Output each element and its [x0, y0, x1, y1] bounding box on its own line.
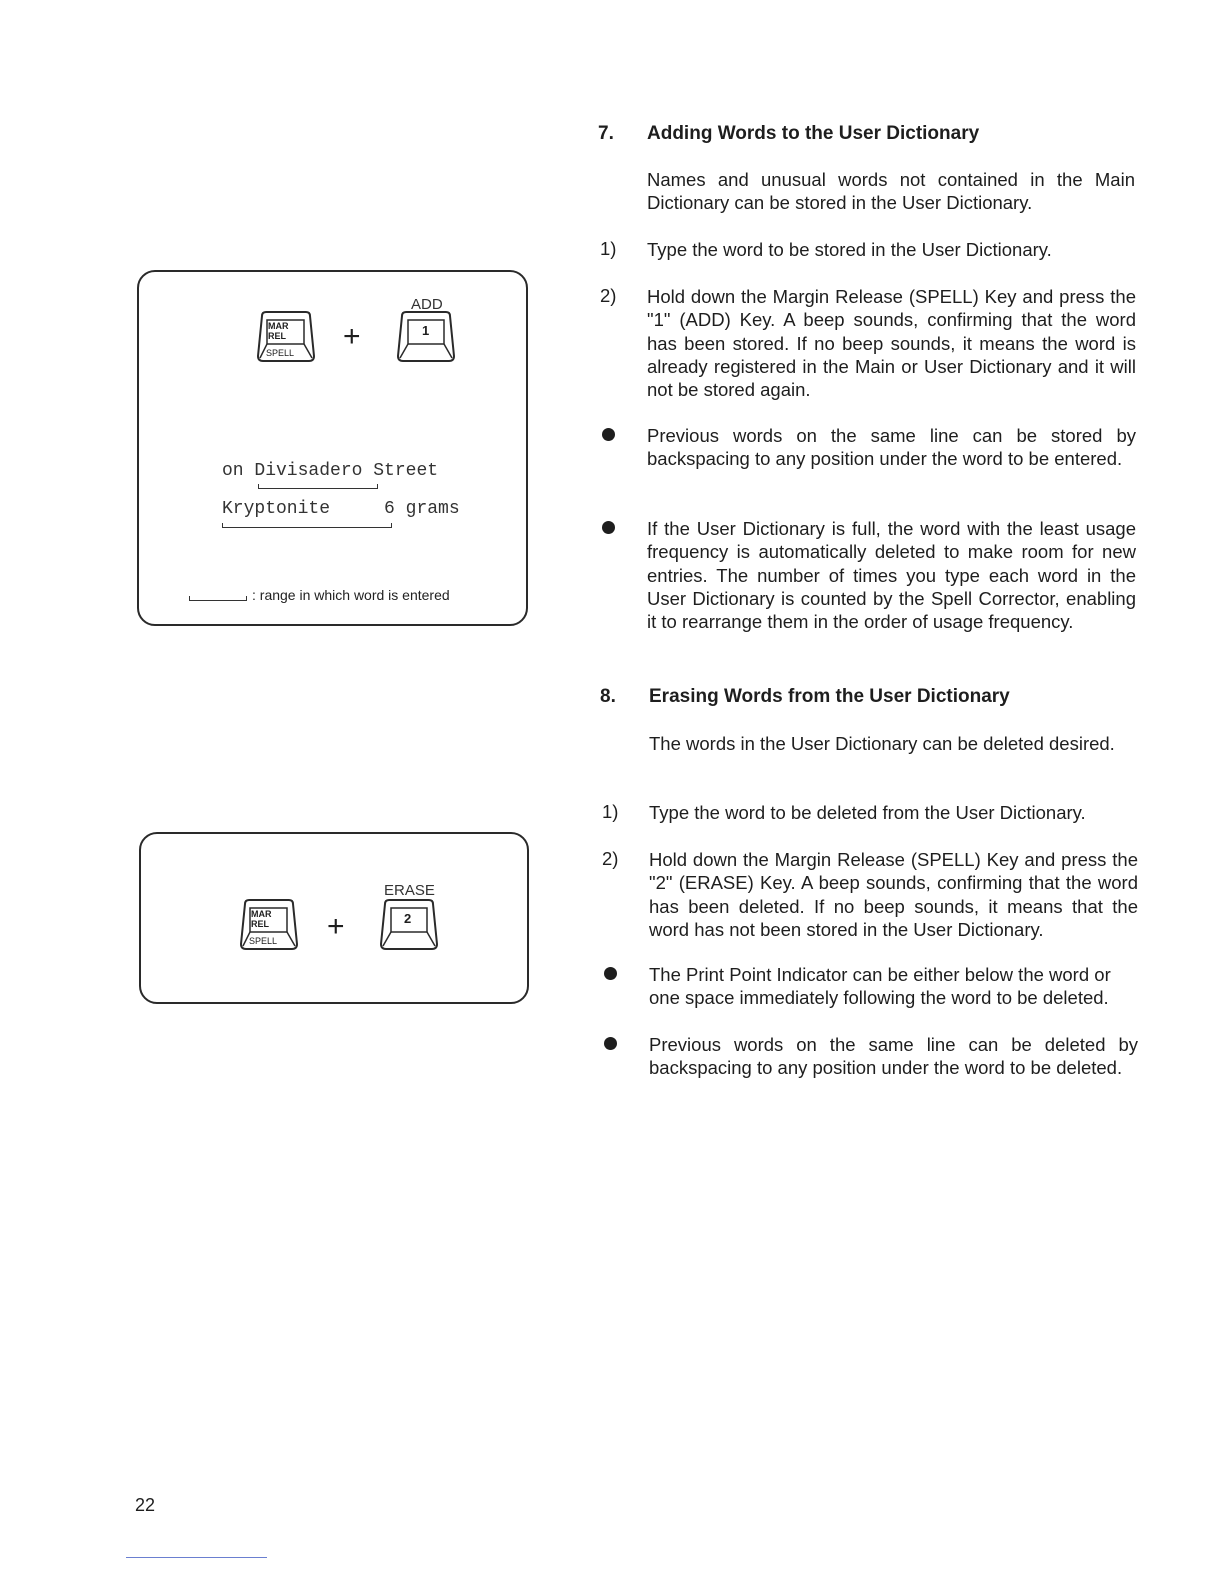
example-word-grams: 6 grams: [384, 499, 460, 519]
section8-title: Erasing Words from the User Dictionary: [649, 686, 1010, 707]
section7-title: Adding Words to the User Dictionary: [647, 123, 980, 144]
section8-step1-marker: 1): [602, 801, 619, 822]
section8-number: 8.: [600, 686, 616, 707]
example-line1-gap: [362, 461, 373, 481]
example-line1-before: on: [222, 461, 255, 481]
section7-note1-bullet: [602, 428, 615, 441]
section7-step2-text: Hold down the Margin Release (SPELL) Key and press the "1" (ADD) Key. A beep sounds, confirming that the word has been stored. If no beep sounds, it means the word is already registered in the Main or User Dictionary and it will not be stored again.: [647, 286, 1136, 401]
example-line-2: [222, 499, 460, 519]
section7-intro: Names and unusual words not contained in the Main Dictionary can be stored in the User Dictionary.: [647, 169, 1135, 214]
mar-key2-line3: SPELL: [249, 936, 278, 946]
mar-key-line2: REL: [268, 331, 286, 341]
section7-step2-marker: 2): [600, 285, 617, 306]
example-word-kryptonite: Kryptonite: [222, 499, 331, 519]
example-word-divisadero: Divisadero: [254, 461, 363, 481]
section7-note2-text: If the User Dictionary is full, the word with the least usage frequency is automatically deleted to make room for new entries. The number of times you type each word in the User Dictionary is counted by the Spell Corrector, enabling it to rearrange them in the order of usage frequency.: [647, 518, 1136, 633]
section8-note1-text: The Print Point Indicator can be either below the word or one space immediately following the word to be deleted.: [649, 964, 1111, 1009]
section8-step2-text: Hold down the Margin Release (SPELL) Key and press the "2" (ERASE) Key. A beep sounds, confirming that the word has been deleted. If no beep sounds, it means that the word has not been stored in the User Dictionary.: [649, 849, 1138, 940]
section8-note1-bullet: [604, 967, 617, 980]
example-word-street: Street: [373, 461, 439, 481]
example-line-1: [222, 461, 438, 481]
range-bracket-2: [222, 523, 392, 528]
legend-bracket: [189, 596, 247, 601]
erase-key-label: ERASE: [384, 882, 435, 899]
figure-add-word: [137, 270, 528, 626]
section7-note1-text: Previous words on the same line can be stored by backspacing to any position under the word to be entered.: [647, 425, 1136, 470]
section8-step1-text: Type the word to be deleted from the User Dictionary.: [649, 802, 1086, 823]
digit-1-label: 1: [422, 323, 430, 338]
mar-key2-line1: MAR: [251, 909, 272, 919]
mar-key-line1: MAR: [268, 321, 289, 331]
mar-key2-line2: REL: [251, 919, 269, 929]
section7-step1-text: Type the word to be stored in the User Dictionary.: [647, 239, 1052, 260]
section8-note2-bullet: [604, 1037, 617, 1050]
digit-2-label: 2: [404, 911, 412, 926]
example-line2-gap: [330, 499, 384, 519]
mar-key-line3: SPELL: [266, 348, 295, 358]
footer-rule: [126, 1557, 267, 1558]
add-1-key: [396, 310, 456, 364]
plus-sign-2: +: [327, 910, 345, 943]
mar-rel-spell-key: [256, 310, 316, 364]
mar-rel-spell-key-2: [239, 898, 299, 952]
section8-step2-marker: 2): [602, 848, 619, 869]
section7-step1-marker: 1): [600, 238, 617, 259]
add-key-label: ADD: [411, 296, 443, 313]
plus-sign: +: [343, 320, 361, 353]
section8-intro: The words in the User Dictionary can be deleted desired.: [649, 733, 1115, 754]
legend-text: : range in which word is entered: [252, 587, 450, 603]
section8-note2-text: Previous words on the same line can be deleted by backspacing to any position under the word to be deleted.: [649, 1034, 1138, 1079]
page-number: 22: [135, 1495, 156, 1515]
section7-number: 7.: [598, 123, 614, 144]
figure-erase-word: [139, 832, 529, 1004]
range-bracket-1: [258, 484, 378, 489]
erase-2-key: [379, 898, 439, 952]
section7-note2-bullet: [602, 521, 615, 534]
